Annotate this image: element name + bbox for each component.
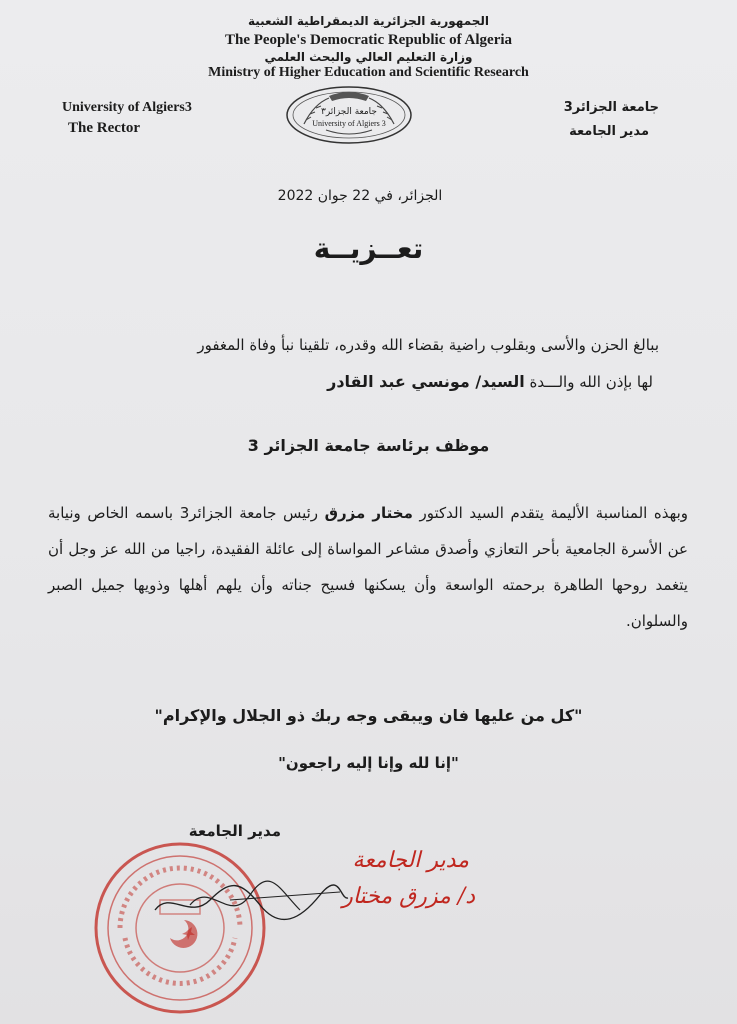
- opening-line-2: [53, 372, 653, 391]
- opening-line-1: ببالغ الحزن والأسى وبقلوب راضية بقضاء الله وقدره، تلقينا نبأ وفاة المغفور: [197, 336, 659, 354]
- body-part-2: رئيس جامعة الجزائر3 باسمه الخاص ونيابة عن الأسرة الجامعية بأحر التعازي وأصدق مشاعر المواساة إلى عائلة الفقيدة، راجيا من الله عز وجل أن يتغمد روحها الطاهرة برحمته الواسعة وأن يسكنها فسيح جناته وأن يلهم أهلها وذويها جميل الصبر والسلوان.: [48, 504, 688, 630]
- condolence-paragraph: [48, 495, 688, 639]
- letter-title: تعــزيــة: [313, 232, 424, 265]
- body-part-1: وبهذه المناسبة الأليمة يتقدم السيد الدكتور: [419, 504, 688, 522]
- rector-title-ar: مدير الجامعة: [569, 124, 649, 139]
- quran-quote: "كل من عليها فان ويبقى وجه ربك ذو الجلال والإكرام": [154, 706, 583, 725]
- svg-text:جامعة الجزائر٣: جامعة الجزائر٣: [321, 107, 377, 117]
- rector-title-en: The Rector: [68, 120, 141, 136]
- header-english-ministry: Ministry of Higher Education and Scientific Research: [208, 65, 529, 80]
- rector-name: مختار مزرق: [324, 504, 413, 522]
- istirja-quote: "إنا لله وإنا إليه راجعون": [278, 754, 459, 772]
- handwritten-signature: [150, 870, 350, 930]
- handwritten-name: د/ مزرق مختار: [342, 884, 475, 909]
- letter-date: الجزائر، في 22 جوان 2022: [277, 188, 443, 204]
- svg-text:University of Algiers 3: University of Algiers 3: [312, 119, 386, 128]
- deceased-relative-name: السيد/ مونسي عبد القادر: [327, 372, 525, 391]
- signature-label: مدير الجامعة: [188, 822, 281, 840]
- header-arabic-republic: الجمهورية الجزائرية الديمقراطية الشعبية: [247, 14, 490, 28]
- opening-line-2-prefix: لها بإذن الله والـــدة: [529, 373, 653, 391]
- header-english-republic: The People's Democratic Republic of Algeria: [224, 32, 513, 48]
- university-name-en: University of Algiers3: [62, 100, 192, 115]
- header-arabic-ministry: وزارة التعليم العالي والبحث العلمي: [264, 50, 473, 64]
- university-logo: [284, 84, 414, 146]
- opening-line-3: موظف برئاسة جامعة الجزائر 3: [247, 436, 490, 455]
- university-name-ar: جامعة الجزائر3: [563, 100, 659, 115]
- handwritten-title: مدير الجامعة: [352, 848, 469, 873]
